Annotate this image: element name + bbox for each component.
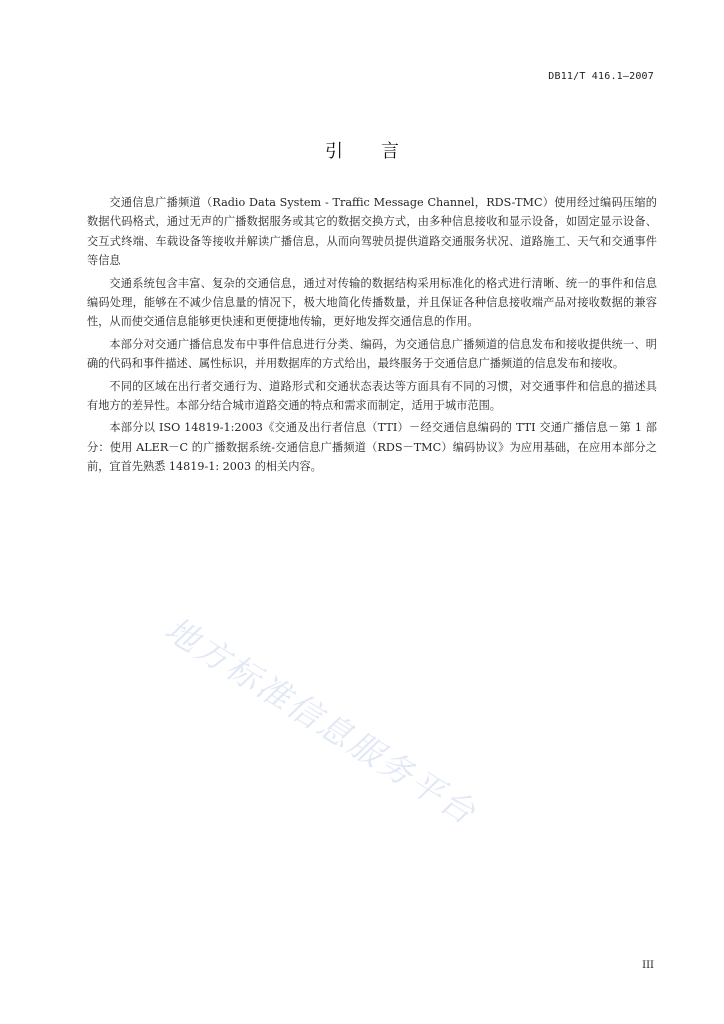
document-code: DB11/T 416.1—2007 [548, 71, 654, 82]
page-title: 引言 [325, 141, 437, 162]
body-text [87, 193, 657, 480]
paragraph-2: 交通系统包含丰富、复杂的交通信息，通过对传输的数据结构采用标准化的格式进行清晰、统一的事件和信息编码处理，能够在不减少信息量的情况下，极大地简化传播数量，并且保证各种信息接收端产品对接收数据的兼容性，从而使交通信息能够更快速和更便捷地传输，更好地发挥交通信息的作用。 [87, 276, 657, 329]
paragraph-3: 本部分对交通广播信息发布中事件信息进行分类、编码，为交通信息广播频道的信息发布和接收提供统一、明确的代码和事件描述、属性标识，并用数据库的方式给出，最终服务于交通信息广播频道的信息发布和接收。 [87, 337, 657, 371]
paragraph-5: 本部分以 ISO 14819-1:2003《交通及出行者信息（TTI）－经交通信息编码的 TTI 交通广播信息－第 1 部分：使用 ALER－C 的广播数据系统-交通信息广播频道（RDS－TMC）编码协议》为应用基础，在应用本部分之前，宜首先熟悉 14819-1: 2003 的相关内容。 [87, 421, 657, 474]
paragraph-1: 交通信息广播频道（Radio Data System - Traffic Message Channel，RDS-TMC）使用经过编码压缩的数据代码格式，通过无声的广播数据服务或其它的数据交换方式，由多种信息接收和显示设备，如固定显示设备、交互式终端、车载设备等接收并解读广播信息，从而向驾驶员提供道路交通服务状况、道路施工、天气和交通事件等信息 [87, 196, 657, 268]
watermark: 地方标准信息服务平台 [158, 609, 485, 833]
page-number: III [642, 960, 654, 971]
paragraph-4: 不同的区域在出行者交通行为、道路形式和交通状态表达等方面具有不同的习惯，对交通事件和信息的描述具有地方的差异性。本部分结合城市道路交通的特点和需求而制定，适用于城市范围。 [87, 379, 657, 413]
